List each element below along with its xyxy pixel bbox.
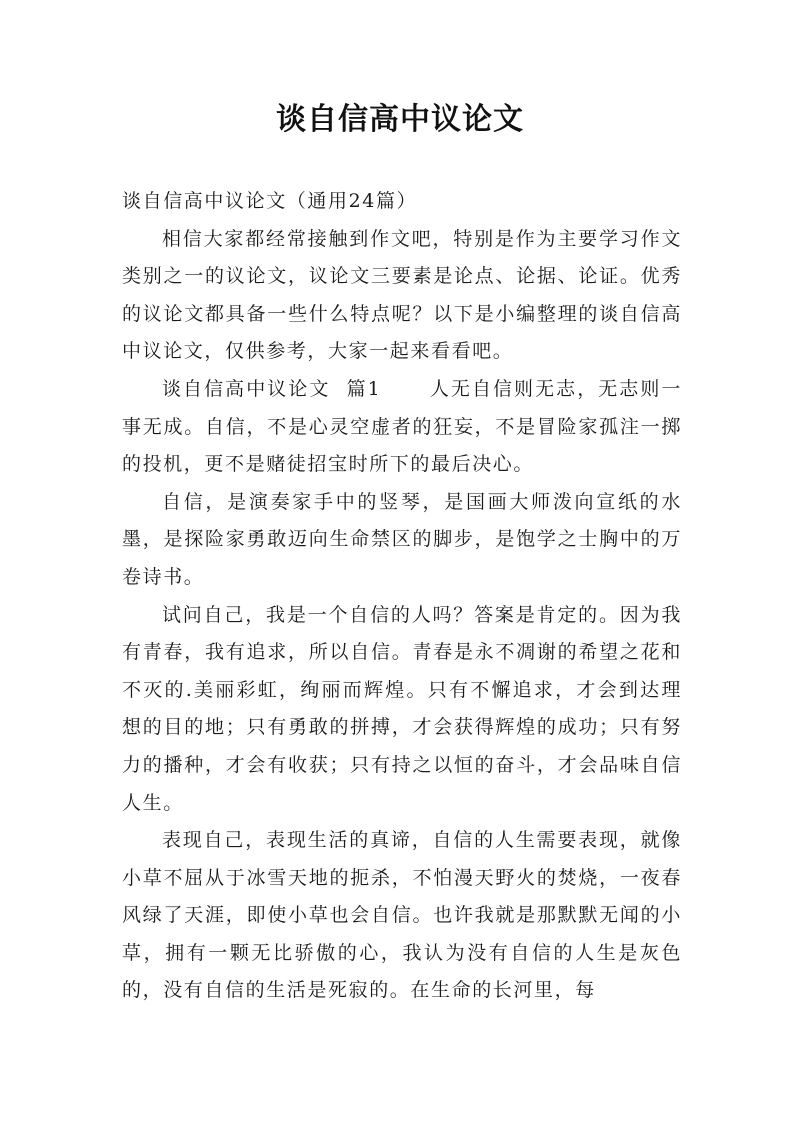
body-paragraph-1: 谈自信高中议论文 篇1 人无自信则无志，无志则一事无成。自信，不是心灵空虚者的狂妄，不是冒险家孤注一掷的投机，更不是赌徒招宝时所下的最后决心。: [122, 377, 682, 476]
document-title: 谈自信高中议论文: [276, 102, 524, 137]
subtitle-paragraph: 谈自信高中议论文（通用24篇）: [122, 190, 418, 212]
body-paragraph-2: 自信，是演奏家手中的竖琴，是国画大师泼向宣纸的水墨，是探险家勇敢迈向生命禁区的脚步，是饱学之士胸中的万卷诗书。: [122, 490, 682, 588]
body-paragraph-3: 试问自己，我是一个自信的人吗？答案是肯定的。因为我有青春，我有追求，所以自信。青春是永不凋谢的希望之花和不灭的.美丽彩虹，绚丽而辉煌。只有不懈追求，才会到达理想的目的地；只有勇敢的拼搏，才会获得辉煌的成功；只有努力的播种，才会有收获；只有持之以恒的奋斗，才会品味自信人生。: [122, 603, 682, 814]
intro-paragraph: 相信大家都经常接触到作文吧，特别是作为主要学习作文类别之一的议论文，议论文三要素是论点、论据、论证。优秀的议论文都具备一些什么特点呢？以下是小编整理的谈自信高中议论文，仅供参考，大家一起来看看吧。: [122, 227, 682, 363]
body-paragraph-4: 表现自己，表现生活的真谛，自信的人生需要表现，就像小草不屈从于冰雪天地的扼杀，不怕漫天野火的焚烧，一夜春风绿了天涯，即使小草也会自信。也许我就是那默默无闻的小草，拥有一颗无比骄傲的心，我认为没有自信的人生是灰色的，没有自信的生活是死寂的。在生命的长河里，每: [122, 829, 682, 1002]
document-body: [122, 183, 682, 1010]
